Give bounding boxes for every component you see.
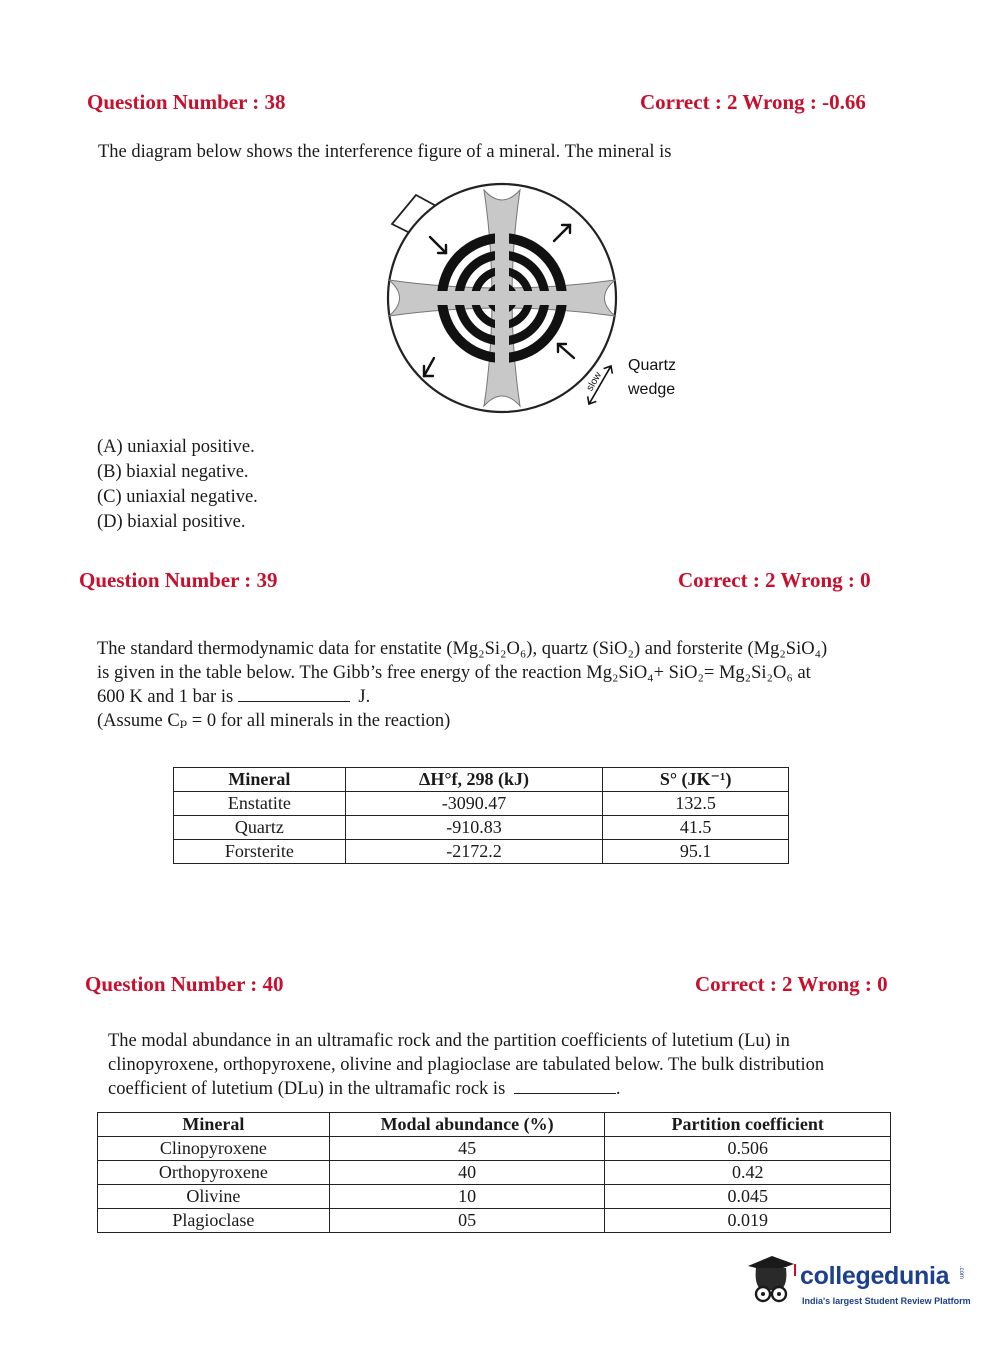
- table-cell: 132.5: [603, 792, 789, 816]
- table-cell: Quartz: [174, 816, 346, 840]
- q40-answer-blank[interactable]: [514, 1093, 616, 1094]
- q40-header: Question Number : 40: [85, 972, 284, 996]
- table-cell: 0.506: [605, 1137, 891, 1161]
- q38-option-a[interactable]: (A) uniaxial positive.: [97, 437, 255, 457]
- table-header-cell: S° (JK⁻¹): [603, 768, 789, 792]
- table-cell: Clinopyroxene: [98, 1137, 330, 1161]
- table-header-row: [174, 768, 789, 792]
- table-cell: 05: [329, 1209, 605, 1233]
- table-cell: Orthopyroxene: [98, 1161, 330, 1185]
- q40-stem-end: .: [615, 1079, 621, 1099]
- table-header-cell: Modal abundance (%): [329, 1113, 605, 1137]
- table-header-cell: Mineral: [98, 1113, 330, 1137]
- q39-table: [173, 767, 789, 864]
- q38-stem: The diagram below shows the interference figure of a mineral. The mineral is: [98, 142, 672, 162]
- table-cell: 41.5: [603, 816, 789, 840]
- table-row: [98, 1161, 891, 1185]
- q39-stem-line4: (Assume Cₚ = 0 for all minerals in the reaction): [97, 711, 451, 731]
- q38-marks: Correct : 2 Wrong : -0.66: [640, 90, 866, 114]
- logo-wordmark: collegedunia: [800, 1262, 950, 1290]
- table-row: [174, 816, 789, 840]
- student-mascot-icon: [742, 1252, 798, 1308]
- quartz-label: Quartz: [628, 357, 677, 374]
- table-cell: 0.045: [605, 1185, 891, 1209]
- q40-stem-line1: The modal abundance in an ultramafic rock and the partition coefficients of lutetium (Lu) in: [108, 1031, 790, 1051]
- q39-stem-line3: [97, 685, 917, 709]
- table-cell: -3090.47: [345, 792, 603, 816]
- q40-marks: Correct : 2 Wrong : 0: [695, 972, 888, 996]
- table-header-row: [98, 1113, 891, 1137]
- q39-header: Question Number : 39: [79, 568, 278, 592]
- table-cell: -910.83: [345, 816, 603, 840]
- table-cell: 40: [329, 1161, 605, 1185]
- table-cell: 95.1: [603, 840, 789, 864]
- q39-stem-line3-text: 600 K and 1 bar is: [97, 687, 234, 707]
- q39-stem-line2: is given in the table below. The Gibb’s free energy of the reaction Mg₂SiO₄+ SiO₂= Mg₂Si₂O₆ at: [97, 663, 811, 683]
- slow-label: slow: [584, 370, 605, 394]
- collegedunia-logo[interactable]: [742, 1252, 982, 1312]
- table-row: [98, 1209, 891, 1233]
- table-cell: Forsterite: [174, 840, 346, 864]
- table-row: [98, 1185, 891, 1209]
- q38-option-b[interactable]: (B) biaxial negative.: [97, 462, 249, 482]
- table-row: [174, 792, 789, 816]
- q39-stem: [97, 637, 917, 733]
- q38-option-c[interactable]: (C) uniaxial negative.: [97, 487, 258, 507]
- wedge-label: wedge: [628, 381, 676, 398]
- logo-tagline: India's largest Student Review Platform: [802, 1296, 971, 1306]
- table-cell: 45: [329, 1137, 605, 1161]
- table-row: [174, 840, 789, 864]
- table-header-cell: Mineral: [174, 768, 346, 792]
- q38-option-d[interactable]: (D) biaxial positive.: [97, 512, 246, 532]
- q40-stem-line2: clinopyroxene, orthopyroxene, olivine and plagioclase are tabulated below. The bulk distribution: [108, 1055, 825, 1075]
- table-cell: 0.42: [605, 1161, 891, 1185]
- q40-stem-line3-text: coefficient of lutetium (DLu) in the ultramafic rock is: [108, 1079, 506, 1099]
- q38-header: Question Number : 38: [87, 90, 286, 114]
- table-cell: 0.019: [605, 1209, 891, 1233]
- q39-answer-blank[interactable]: [238, 701, 350, 702]
- table-header-cell: ΔH°f, 298 (kJ): [345, 768, 603, 792]
- table-header-cell: Partition coefficient: [605, 1113, 891, 1137]
- table-cell: Plagioclase: [98, 1209, 330, 1233]
- q39-unit: J.: [358, 687, 371, 707]
- q39-stem-line1: The standard thermodynamic data for enstatite (Mg₂Si₂O₆), quartz (SiO₂) and forsterite (Mg₂SiO₄): [97, 639, 828, 659]
- logo-com: .com: [958, 1266, 964, 1280]
- table-cell: -2172.2: [345, 840, 603, 864]
- table-cell: Olivine: [98, 1185, 330, 1209]
- interference-figure: [380, 180, 700, 420]
- table-cell: Enstatite: [174, 792, 346, 816]
- table-row: [98, 1137, 891, 1161]
- q40-table: [97, 1112, 891, 1233]
- q39-marks: Correct : 2 Wrong : 0: [678, 568, 871, 592]
- q40-stem: [108, 1029, 928, 1101]
- q40-stem-line3: [108, 1077, 928, 1101]
- q38-options: [97, 435, 258, 535]
- table-cell: 10: [329, 1185, 605, 1209]
